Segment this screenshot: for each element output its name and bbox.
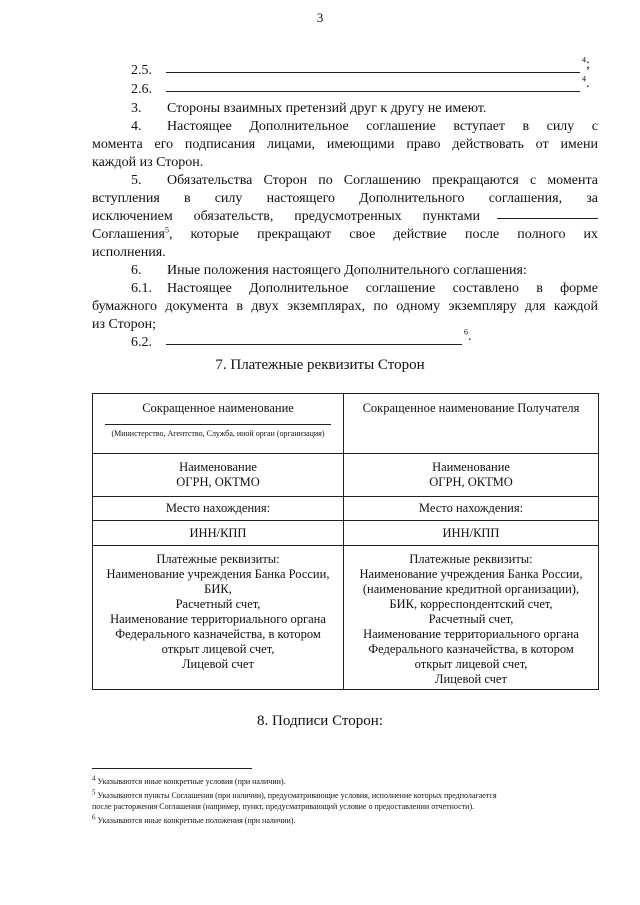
inn-kpp-cell-right xyxy=(344,521,599,546)
bank-details-right-line-8: открыт лицевой счет, xyxy=(414,657,528,671)
ogrn-oktmo-label-right: ОГРН, ОКТМО xyxy=(429,475,513,489)
bank-details-left-line-5: Наименование территориального органа xyxy=(110,612,326,626)
inn-kpp-label-right: ИНН/КПП xyxy=(442,526,500,540)
bank-details-right-line-5: Расчетный счет, xyxy=(428,612,514,626)
clause-2-6-footnote: $^4$. xyxy=(582,74,590,91)
clause-6-2-number: 6.2. xyxy=(131,335,152,350)
clause-2-5-number: 2.5. xyxy=(131,63,152,78)
short-name-note: (Министерство, Агентство, Служба, иной орган (организация) xyxy=(97,422,339,439)
bank-details-right-line-6: Наименование территориального органа xyxy=(363,627,579,641)
short-name-label-right: Сокращенное наименование Получателя xyxy=(362,401,580,415)
section-7-title: 7. Платежные реквизиты Сторон xyxy=(215,357,425,373)
bank-details-left-line-4: Расчетный счет, xyxy=(175,597,261,611)
short-name-cell-left xyxy=(93,394,344,454)
name-ogrn-cell-right xyxy=(344,454,599,497)
clause-6-text: Иные положения настоящего Дополнительного соглашения: xyxy=(167,263,527,278)
inn-kpp-label-left: ИНН/КПП xyxy=(189,526,247,540)
inn-kpp-cell-left xyxy=(93,521,344,546)
clause-2-6-number: 2.6. xyxy=(131,82,152,97)
footnote-4: $^4$ Указываются иные конкретные условия (при наличии). xyxy=(92,774,286,786)
bank-details-right-line-3: (наименование кредитной организации), xyxy=(362,582,580,596)
clause-6-1-line-3: из Сторон; xyxy=(92,317,156,332)
clause-5-blank[interactable] xyxy=(497,206,598,219)
ogrn-oktmo-label-left: ОГРН, ОКТМО xyxy=(176,475,260,489)
clause-5-line-3: исключением обязательств, предусмотренных пунктами xyxy=(92,209,480,224)
clause-5-line-4: Соглашения$^5$, которые прекращают свое действие после полного их xyxy=(92,225,598,242)
clause-6-number: 6. xyxy=(131,263,142,278)
short-name-cell-right xyxy=(344,394,599,454)
bank-details-left-line-7: открыт лицевой счет, xyxy=(161,642,275,656)
page-number: 3 xyxy=(316,10,324,25)
bank-details-left-line-1: Платежные реквизиты: xyxy=(156,552,280,566)
clause-3-text: Стороны взаимных претензий друг к другу не имеют. xyxy=(167,101,487,116)
location-label-left: Место нахождения: xyxy=(165,501,271,515)
clause-2-6-blank[interactable] xyxy=(166,79,580,92)
clause-6-2-blank[interactable] xyxy=(166,332,462,345)
name-ogrn-cell-left xyxy=(93,454,344,497)
clause-5-number: 5. xyxy=(131,173,142,188)
bank-details-left-line-6: Федерального казначейства, в котором xyxy=(115,627,321,641)
clause-4-line-2: момента его подписания лицами, имеющими право действовать от имени xyxy=(92,137,598,152)
clause-6-1-number: 6.1. xyxy=(131,281,152,296)
payment-details-table xyxy=(92,393,599,690)
footnote-separator xyxy=(92,768,252,769)
bank-details-left-line-2: Наименование учреждения Банка России, xyxy=(106,567,330,581)
location-cell-right xyxy=(344,497,599,521)
bank-details-right-line-4: БИК, корреспондентский счет, xyxy=(389,597,553,611)
short-name-label-left: Сокращенное наименование xyxy=(142,401,294,415)
clause-4-number: 4. xyxy=(131,119,142,134)
clause-3-number: 3. xyxy=(131,101,142,116)
clause-6-1-line-2: бумажного документа в двух экземплярах, по одному экземпляру для каждой xyxy=(92,299,598,314)
name-label-left: Наименование xyxy=(179,460,257,474)
clause-5-line-1: Обязательства Сторон по Соглашению прекращаются с момента xyxy=(167,173,598,188)
clause-2-5-footnote: $^4$; xyxy=(582,55,590,72)
footnote-5: $^5$ Указываются пункты Соглашения (при наличии), предусматривающие условия, исполнение которых предполагается после расторжения Соглашения (например, пункт, предусматривающий условие о предоставлении отчетности). xyxy=(92,788,497,811)
footnote-6: $^6$ Указываются иные конкретные положения (при наличии). xyxy=(92,813,296,825)
section-8-title: 8. Подписи Сторон: xyxy=(257,713,383,729)
clause-2-5-blank[interactable] xyxy=(166,60,580,73)
clause-5-line-2: вступления в силу настоящего Дополнительного соглашения, за xyxy=(92,191,598,206)
clause-4-line-1: Настоящее Дополнительное соглашение вступает в силу с xyxy=(167,119,598,134)
name-label-right: Наименование xyxy=(432,460,510,474)
bank-details-cell-right xyxy=(344,546,599,690)
bank-details-left-line-8: Лицевой счет xyxy=(182,657,254,671)
clause-5-line-5: исполнения. xyxy=(92,245,166,260)
bank-details-left-line-3: БИК, xyxy=(204,582,232,596)
bank-details-right-line-9: Лицевой счет xyxy=(435,672,507,686)
clause-4-line-3: каждой из Сторон. xyxy=(92,155,204,170)
clause-6-2-footnote: $^6$. xyxy=(464,327,472,344)
bank-details-cell-left xyxy=(93,546,344,690)
location-label-right: Место нахождения: xyxy=(418,501,524,515)
bank-details-right-line-1: Платежные реквизиты: xyxy=(409,552,533,566)
clause-6-1-line-1: Настоящее Дополнительное соглашение составлено в форме xyxy=(167,281,598,296)
bank-details-right-line-2: Наименование учреждения Банка России, xyxy=(359,567,583,581)
bank-details-right-line-7: Федерального казначейства, в котором xyxy=(368,642,574,656)
location-cell-left xyxy=(93,497,344,521)
